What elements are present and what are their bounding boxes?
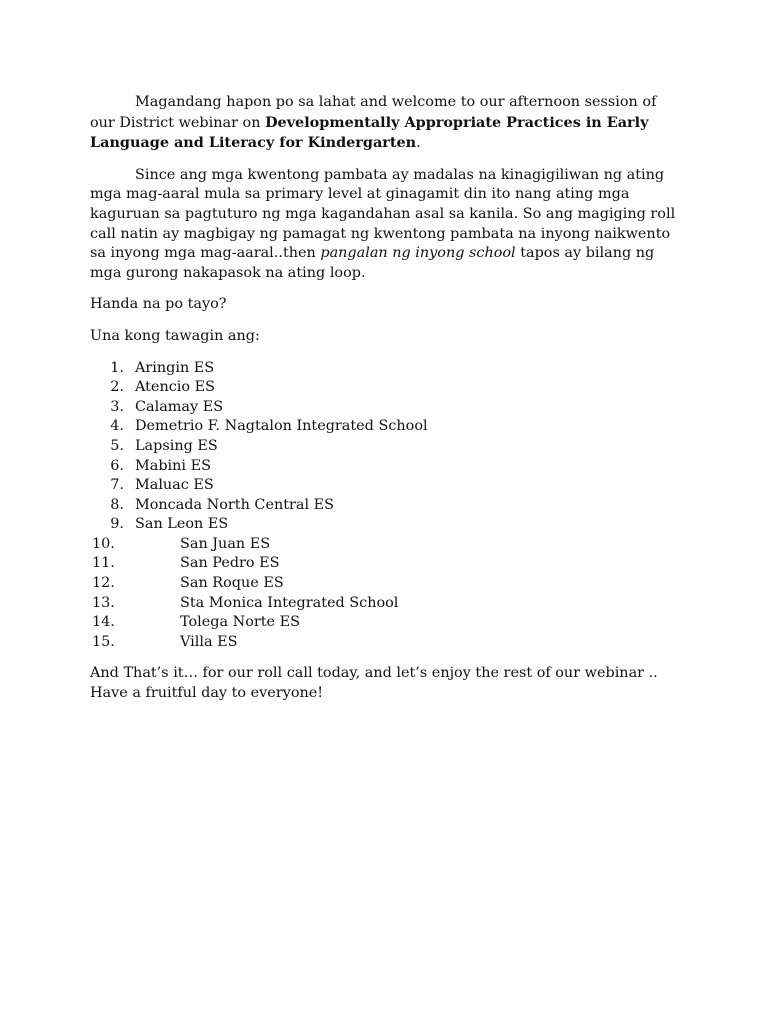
- list-number: 3.: [110, 398, 124, 415]
- list-item: [90, 457, 680, 477]
- list-item: [90, 574, 680, 594]
- school-name: Demetrio F. Nagtalon Integrated School: [135, 418, 428, 435]
- document-page: [90, 93, 680, 716]
- list-number: 5.: [110, 437, 124, 454]
- list-number: 7.: [110, 477, 124, 494]
- list-number: 2.: [110, 379, 124, 396]
- list-number: 11.: [92, 555, 115, 572]
- list-item: [90, 398, 680, 418]
- school-list: [90, 359, 680, 653]
- list-number: 4.: [110, 418, 124, 435]
- call-intro: Una kong tawagin ang:: [90, 327, 260, 344]
- list-item: [90, 476, 680, 496]
- school-name: San Juan ES: [180, 535, 271, 552]
- intro-text: Magandang hapon po sa lahat and welcome to our afternoon session of our District webinar on: [90, 94, 657, 131]
- list-number: 1.: [110, 359, 124, 376]
- roll-call-end: tapos ay bilang ng mga gurong nakapasok na ating loop.: [90, 245, 655, 281]
- school-name: Mabini ES: [135, 457, 211, 474]
- list-item: [90, 515, 680, 535]
- list-item: [90, 554, 680, 574]
- school-name: Calamay ES: [135, 398, 224, 415]
- list-item: [90, 496, 680, 516]
- list-item: [90, 437, 680, 457]
- roll-call-paragraph: [90, 166, 680, 284]
- intro-paragraph: [90, 93, 680, 154]
- list-number: 6.: [110, 457, 124, 474]
- school-name: Maluac ES: [135, 477, 214, 494]
- list-item: [90, 633, 680, 653]
- school-name: Moncada North Central ES: [135, 496, 335, 513]
- webinar-title: Developmentally Appropriate Practices in Early Language and Literacy for Kindergarten: [90, 113, 649, 152]
- school-name: Tolega Norte ES: [180, 614, 301, 631]
- list-number: 15.: [92, 633, 115, 650]
- school-name: Atencio ES: [135, 379, 215, 396]
- list-number: 8.: [110, 496, 124, 513]
- ready-question: Handa na po tayo?: [90, 296, 227, 313]
- intro-end: .: [416, 135, 421, 152]
- school-name: San Leon ES: [135, 516, 229, 533]
- school-name: San Pedro ES: [180, 555, 280, 572]
- list-item: [90, 417, 680, 437]
- list-item: [90, 359, 680, 379]
- list-number: 12.: [92, 575, 115, 592]
- list-number: 14.: [92, 614, 115, 631]
- closing-paragraph: And That’s it… for our roll call today, and let’s enjoy the rest of our webinar .. Have a fruitful day to everyone!: [90, 665, 658, 702]
- list-number: 13.: [92, 594, 115, 611]
- roll-call-text: Since ang mga kwentong pambata ay madalas na kinagigiliwan ng ating mga mag-aaral mula sa primary level at ginagamit din ito nang ating mga kaguruan sa pagtuturo ng mga kagandahan asal sa kanila. So ang magiging roll call natin ay magbigay ng pamagat ng kwentong pambata na inyong naikwento sa inyong mga mag-aaral..then: [90, 166, 676, 262]
- school-name: Sta Monica Integrated School: [180, 594, 399, 611]
- list-item: [90, 378, 680, 398]
- list-item: [90, 535, 680, 555]
- school-name: Lapsing ES: [135, 437, 218, 454]
- school-name: San Roque ES: [180, 575, 284, 592]
- list-number: 10.: [92, 535, 115, 552]
- school-name-placeholder: pangalan ng inyong school: [320, 245, 516, 262]
- list-number: 9.: [110, 516, 124, 533]
- school-name: Aringin ES: [135, 359, 215, 376]
- list-item: [90, 613, 680, 633]
- school-name: Villa ES: [180, 633, 238, 650]
- list-item: [90, 594, 680, 614]
